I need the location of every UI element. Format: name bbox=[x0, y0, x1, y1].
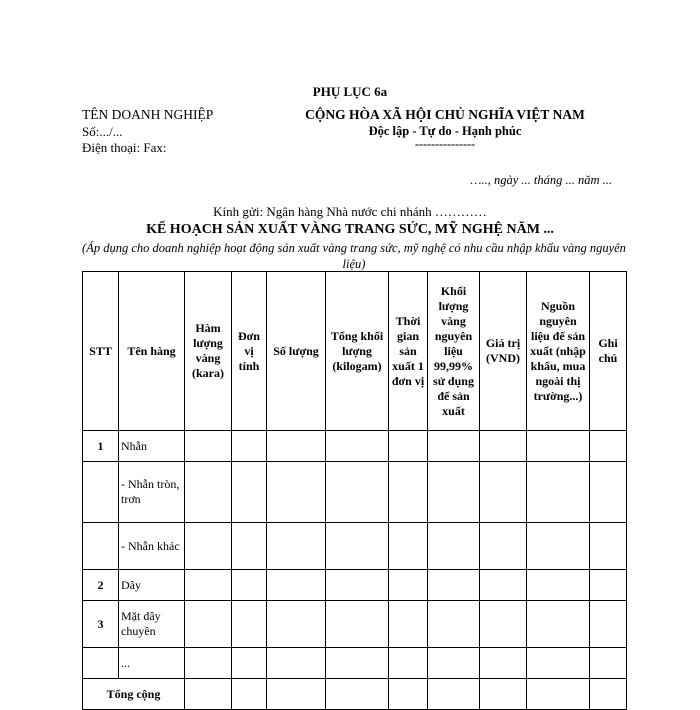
table-row bbox=[83, 570, 627, 601]
row-item-name: - Nhẫn khác bbox=[119, 523, 185, 570]
row-item-name: Dây bbox=[119, 570, 185, 601]
header-production-time: Thời gian sản xuất 1 đơn vị bbox=[389, 272, 428, 431]
national-motto: Độc lập - Tự do - Hạnh phúc bbox=[368, 124, 522, 138]
header-raw-gold-weight: Khối lượng vàng nguyên liệu 99,99% sử dụng để sản xuất bbox=[428, 272, 480, 431]
row-stt bbox=[83, 648, 119, 679]
row-stt: 1 bbox=[83, 431, 119, 462]
phone-fax: Điện thoại: Fax: bbox=[82, 140, 167, 155]
row-stt bbox=[83, 462, 119, 523]
document-title: KẾ HOẠCH SẢN XUẤT VÀNG TRANG SỨC, MỸ NGHỆ NĂM ... bbox=[146, 222, 554, 237]
header-gold-content: Hàm lượng vàng (kara) bbox=[185, 272, 232, 431]
table-row bbox=[83, 431, 627, 462]
document-subtitle: (Áp dụng cho doanh nghiệp hoạt động sản xuất vàng trang sức, mỹ nghệ có nhu cầu nhập khẩu vàng nguyên liệu) bbox=[82, 241, 626, 271]
header-value: Giá trị (VND) bbox=[480, 272, 527, 431]
table-row bbox=[83, 523, 627, 570]
total-label: Tổng cộng bbox=[83, 679, 185, 710]
motto-underline: --------------- bbox=[415, 137, 475, 151]
header-quantity: Số lượng bbox=[267, 272, 326, 431]
table-total-row bbox=[83, 679, 627, 710]
table-row bbox=[83, 601, 627, 648]
row-stt bbox=[83, 523, 119, 570]
table-row bbox=[83, 462, 627, 523]
row-item-name: Nhẫn bbox=[119, 431, 185, 462]
header-stt: STT bbox=[83, 272, 119, 431]
header-notes: Ghi chú bbox=[590, 272, 627, 431]
header-item-name: Tên hàng bbox=[119, 272, 185, 431]
appendix-label: PHỤ LỤC 6a bbox=[312, 84, 388, 99]
row-stt: 2 bbox=[83, 570, 119, 601]
recipient-line: Kính gửi: Ngân hàng Nhà nước chi nhánh ………… bbox=[213, 204, 487, 219]
header-material-source: Nguồn nguyên liệu để sản xuất (nhập khẩu, mua ngoài thị trường...) bbox=[527, 272, 590, 431]
header-unit: Đơn vị tính bbox=[232, 272, 267, 431]
table-row bbox=[83, 648, 627, 679]
table-header-row bbox=[83, 272, 627, 431]
document-number: Số:.../... bbox=[82, 124, 123, 139]
company-name: TÊN DOANH NGHIỆP bbox=[82, 107, 214, 122]
date-line: ….., ngày ... tháng ... năm ... bbox=[470, 173, 612, 187]
production-plan-table bbox=[82, 271, 627, 710]
header-total-weight: Tổng khối lượng (kilogam) bbox=[326, 272, 389, 431]
row-item-name: Mặt dây chuyền bbox=[119, 601, 185, 648]
row-item-name: - Nhẫn tròn, trơn bbox=[119, 462, 185, 523]
row-item-name: ... bbox=[119, 648, 185, 679]
national-title: CỘNG HÒA XÃ HỘI CHỦ NGHĨA VIỆT NAM bbox=[305, 107, 585, 122]
row-stt: 3 bbox=[83, 601, 119, 648]
